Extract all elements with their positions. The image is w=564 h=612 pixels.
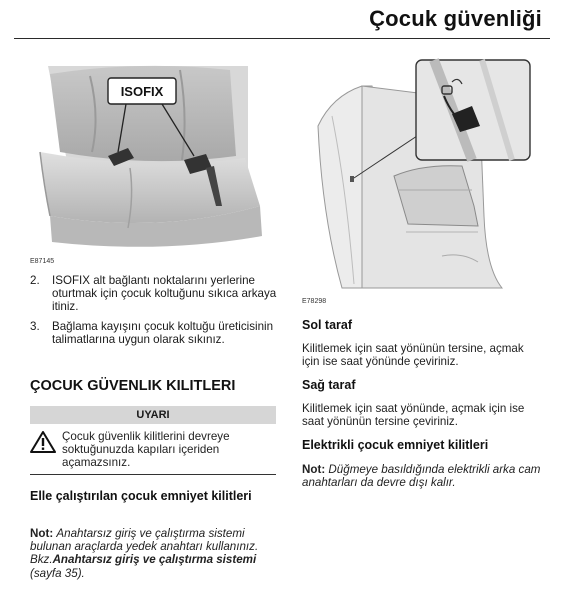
steps-list [30, 274, 280, 364]
electric-lock-note [302, 463, 542, 489]
isofix-seat-figure [30, 56, 276, 256]
isofix-seat-illustration [30, 56, 276, 256]
left-side-text: Kilitlemek için saat yönünün tersine, açmak için ise saat yönünde çeviriniz. [302, 342, 524, 369]
step-text: Bağlama kayışını çocuk koltuğu üreticisinin talimatlarına uygun olarak sıkınız. [52, 320, 274, 347]
warning-divider [30, 474, 276, 475]
door-lock-figure [302, 56, 542, 292]
step-number: 3. [30, 320, 40, 333]
right-side-heading: Sağ taraf [302, 378, 356, 392]
step-number: 2. [30, 274, 40, 287]
step-text: ISOFIX alt bağlantı noktalarını yerlerine oturtmak için çocuk koltuğunu sıkıca arkaya itiniz. [52, 274, 277, 314]
note-page-ref: (sayfa 35). [30, 566, 85, 580]
right-side-text: Kilitlemek için saat yönünde, açmak için ise saat yönünün tersine çeviriniz. [302, 402, 525, 429]
isofix-label: ISOFIX [120, 84, 164, 99]
note-text: Anahtarsız giriş ve çalıştırma sistemi bulunan araçlarda yedek anahtarı kullanınız. Bkz. [30, 527, 259, 567]
page-title: Çocuk güvenliği [369, 6, 542, 31]
note-text: Düğmeye basıldığında elektrikli arka cam anahtarları da devre dışı kalır. [302, 463, 541, 490]
door-lock-illustration [302, 56, 542, 292]
warning-icon [30, 430, 58, 456]
figure-code-right: E78298 [302, 298, 327, 305]
left-side-heading: Sol taraf [302, 318, 353, 332]
note-reference: Anahtarsız giriş ve çalıştırma sistemi [52, 553, 257, 567]
warning-text: Çocuk güvenlik kilitlerini devreye soktuğunuzda kapıları içeriden açamazsınız. [62, 430, 230, 470]
manual-lock-note [30, 527, 282, 580]
warning-label: UYARI [30, 406, 276, 424]
figure-code-left: E87145 [30, 258, 55, 265]
note-label: Not: [30, 527, 54, 540]
section-heading: ÇOCUK GÜVENLIK KILITLERI [30, 378, 236, 394]
note-label: Not: [302, 463, 326, 476]
electric-lock-heading: Elektrikli çocuk emniyet kilitleri [302, 438, 489, 452]
manual-lock-heading: Elle çalıştırılan çocuk emniyet kilitleri [30, 489, 252, 503]
title-divider [14, 38, 550, 39]
